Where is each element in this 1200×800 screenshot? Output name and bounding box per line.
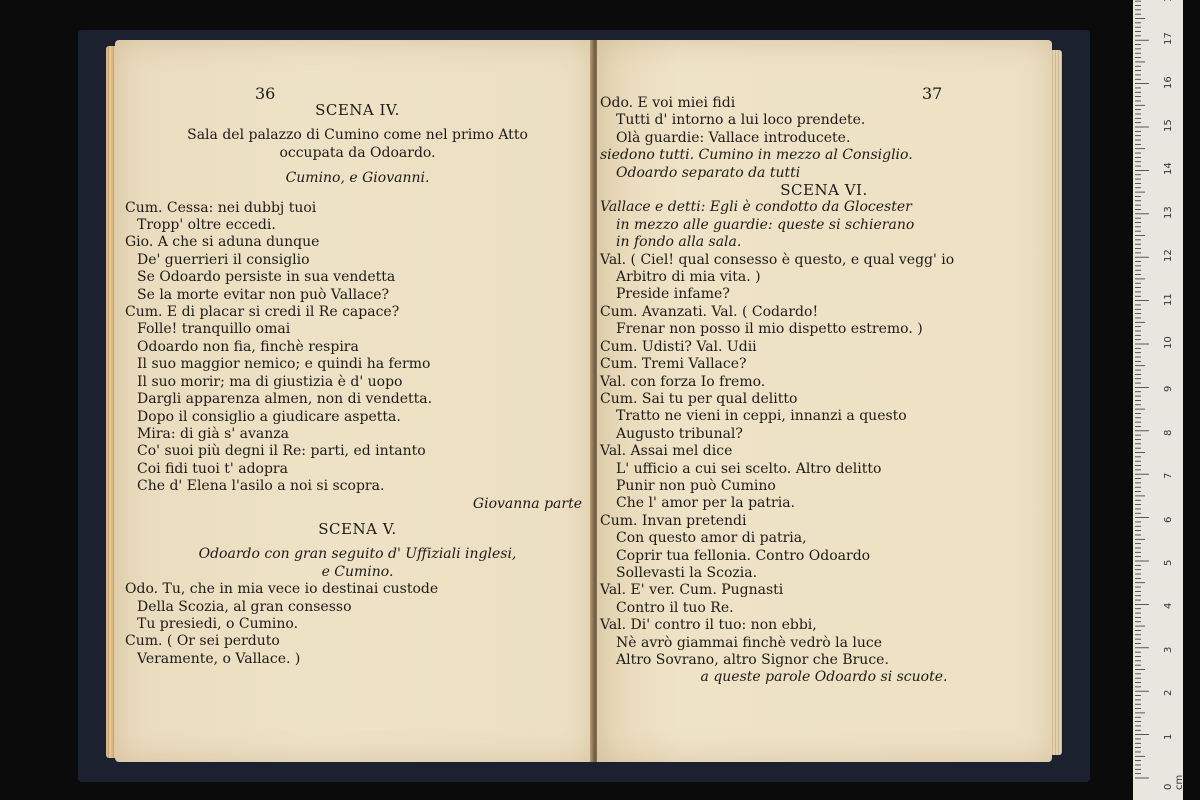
text-line: Tutti d' intorno a lui loco prendete. [616, 112, 866, 129]
text-line: siedono tutti. Cumino in mezzo al Consiglio. [600, 147, 913, 164]
measuring-ruler [1133, 0, 1183, 800]
text-line: Che l' amor per la patria. [616, 495, 795, 512]
text-line: Coi fidi tuoi t' adopra [137, 460, 288, 477]
text-line: Arbitro di mia vita. ) [616, 269, 761, 286]
ruler-mark-label [1163, 0, 1174, 2]
ruler-mark-label: 7 [1163, 472, 1174, 480]
text-line: Il suo morir; ma di giustizia è d' uopo [137, 373, 403, 390]
text-line: Sala del palazzo di Cumino come nel primo Atto [187, 127, 528, 144]
text-line: Coprir tua fellonia. Contro Odoardo [616, 547, 871, 564]
scene-heading: SCENA V. [318, 519, 397, 538]
ruler-mark-label: 12 [1163, 249, 1174, 263]
text-line: Con questo amor di patria, [616, 530, 807, 547]
text-line: Val. E' ver. Cum. Pugnasti [600, 582, 784, 599]
text-line: Odo. Tu, che in mia vece io destinai custode [125, 581, 439, 598]
ruler-mark-label: 9 [1163, 386, 1174, 393]
text-line: Nè avrò giammai finchè vedrò la luce [616, 634, 882, 651]
text-line: Odoardo con gran seguito d' Uffiziali inglesi, [198, 546, 517, 563]
ruler-mark-label: 10 [1163, 336, 1174, 349]
text-line: Cum. Tremi Vallace? [600, 356, 747, 373]
left-page-text [125, 102, 590, 668]
text-line: Che d' Elena l'asilo a noi si scopra. [137, 478, 385, 495]
text-line: Cum. ( Or sei perduto [125, 633, 280, 650]
text-line: in fondo alla sala. [616, 234, 742, 251]
right-page-edges [1050, 50, 1062, 755]
text-line: Sollevasti la Scozia. [616, 564, 758, 581]
text-line: Giovanna parte [472, 495, 582, 512]
ruler-mark-label: 16 [1163, 75, 1174, 89]
text-line: Odoardo separato da tutti [616, 164, 801, 181]
text-line: Cum. Invan pretendi [600, 512, 747, 529]
text-line: Val. ( Ciel! qual consesso è questo, e qual vegg' io [600, 251, 955, 268]
text-line: Val. Assai mel dice [600, 443, 733, 460]
left-page [115, 40, 593, 762]
ruler-mark-label: 11 [1163, 292, 1174, 306]
text-line: Co' suoi più degni il Re: parti, ed intanto [137, 443, 426, 460]
text-line: L' ufficio a cui sei scelto. Altro delitto [616, 460, 882, 477]
text-line: Val. con forza Io fremo. [600, 373, 766, 390]
ruler-ticks [1133, 0, 1183, 800]
text-line: Gio. A che si aduna dunque [125, 234, 320, 251]
text-line: Punir non può Cumino [616, 477, 776, 494]
text-line: Veramente, o Vallace. ) [137, 650, 301, 667]
text-line: Val. Di' contro il tuo: non ebbi, [600, 617, 817, 634]
text-line: Cum. Sai tu per qual delitto [600, 390, 798, 407]
ruler-mark-label: 6 [1163, 516, 1174, 523]
text-line: occupata da Odoardo. [279, 144, 436, 161]
text-line: Olà guardie: Vallace introducete. [616, 129, 851, 146]
ruler-mark-label: 8 [1163, 429, 1174, 436]
ruler-mark-label: 5 [1163, 559, 1174, 566]
line-spacer [125, 188, 590, 200]
ruler-mark-label: 14 [1163, 162, 1174, 176]
text-line: Vallace e detti: Egli è condotto da Glocester [600, 199, 912, 216]
text-line: Contro il tuo Re. [616, 599, 734, 616]
line-spacer [125, 119, 590, 127]
text-line: Cum. Udisti? Val. Udii [600, 338, 757, 355]
text-line: Altro Sovrano, altro Signor che Bruce. [616, 652, 889, 668]
text-line: Preside infame? [616, 286, 730, 303]
text-line: Cum. E di placar si credi il Re capace? [125, 304, 400, 321]
text-line: Frenar non posso il mio dispetto estremo. ) [616, 321, 923, 338]
scene-heading: SCENA VI. [780, 181, 868, 200]
text-line: Se la morte evitar non può Vallace? [137, 286, 390, 303]
text-line: Tu presiedi, o Cumino. [137, 615, 299, 632]
ruler-unit-label: 0 cm [1163, 774, 1185, 790]
line-spacer [125, 538, 590, 546]
text-line: Augusto tribunal? [616, 425, 743, 442]
ruler-mark-label: 2 [1163, 689, 1174, 697]
ruler-mark-label: 13 [1163, 206, 1174, 219]
text-line: Odoardo non fia, finchè respira [137, 338, 359, 355]
right-page [597, 40, 1052, 762]
ruler-mark-label: 15 [1163, 119, 1174, 132]
text-line: a queste parole Odoardo si scuote. [700, 669, 948, 686]
text-line: Folle! tranquillo omai [137, 321, 291, 338]
text-line: Dargli apparenza almen, non di vendetta. [137, 391, 433, 408]
text-line: in mezzo alle guardie: queste si schierano [616, 216, 915, 233]
text-line: De' guerrieri il consiglio [137, 251, 310, 268]
line-spacer [125, 162, 590, 170]
ruler-mark-label: 3 [1163, 646, 1174, 653]
ruler-mark-label: 17 [1163, 32, 1174, 46]
open-book [100, 40, 1068, 775]
page-number-right: 37 [922, 84, 943, 103]
right-page-text [600, 95, 1048, 687]
scene-heading: SCENA IV. [315, 101, 400, 119]
page-number-left: 36 [255, 84, 276, 103]
text-line: Della Scozia, al gran consesso [137, 598, 352, 615]
text-line: Se Odoardo persiste in sua vendetta [137, 269, 396, 286]
text-line: e Cumino. [321, 563, 394, 580]
ruler-mark-label: 4 [1163, 603, 1174, 610]
text-line: Cum. Cessa: nei dubbj tuoi [125, 199, 317, 216]
text-line: Il suo maggior nemico; e quindi ha fermo [137, 356, 431, 373]
text-line: Dopo il consiglio a giudicare aspetta. [137, 408, 401, 425]
text-line: Cum. Avanzati. Val. ( Codardo! [600, 303, 819, 320]
text-line: Tratto ne vieni in ceppi, innanzi a questo [616, 408, 907, 425]
text-line: Odo. E voi miei fidi [600, 95, 736, 111]
ruler-mark-label: 1 [1163, 733, 1174, 740]
text-line: Mira: di già s' avanza [137, 425, 289, 442]
text-line: Cumino, e Giovanni. [285, 170, 430, 187]
text-line: Tropp' oltre eccedi. [137, 217, 276, 234]
